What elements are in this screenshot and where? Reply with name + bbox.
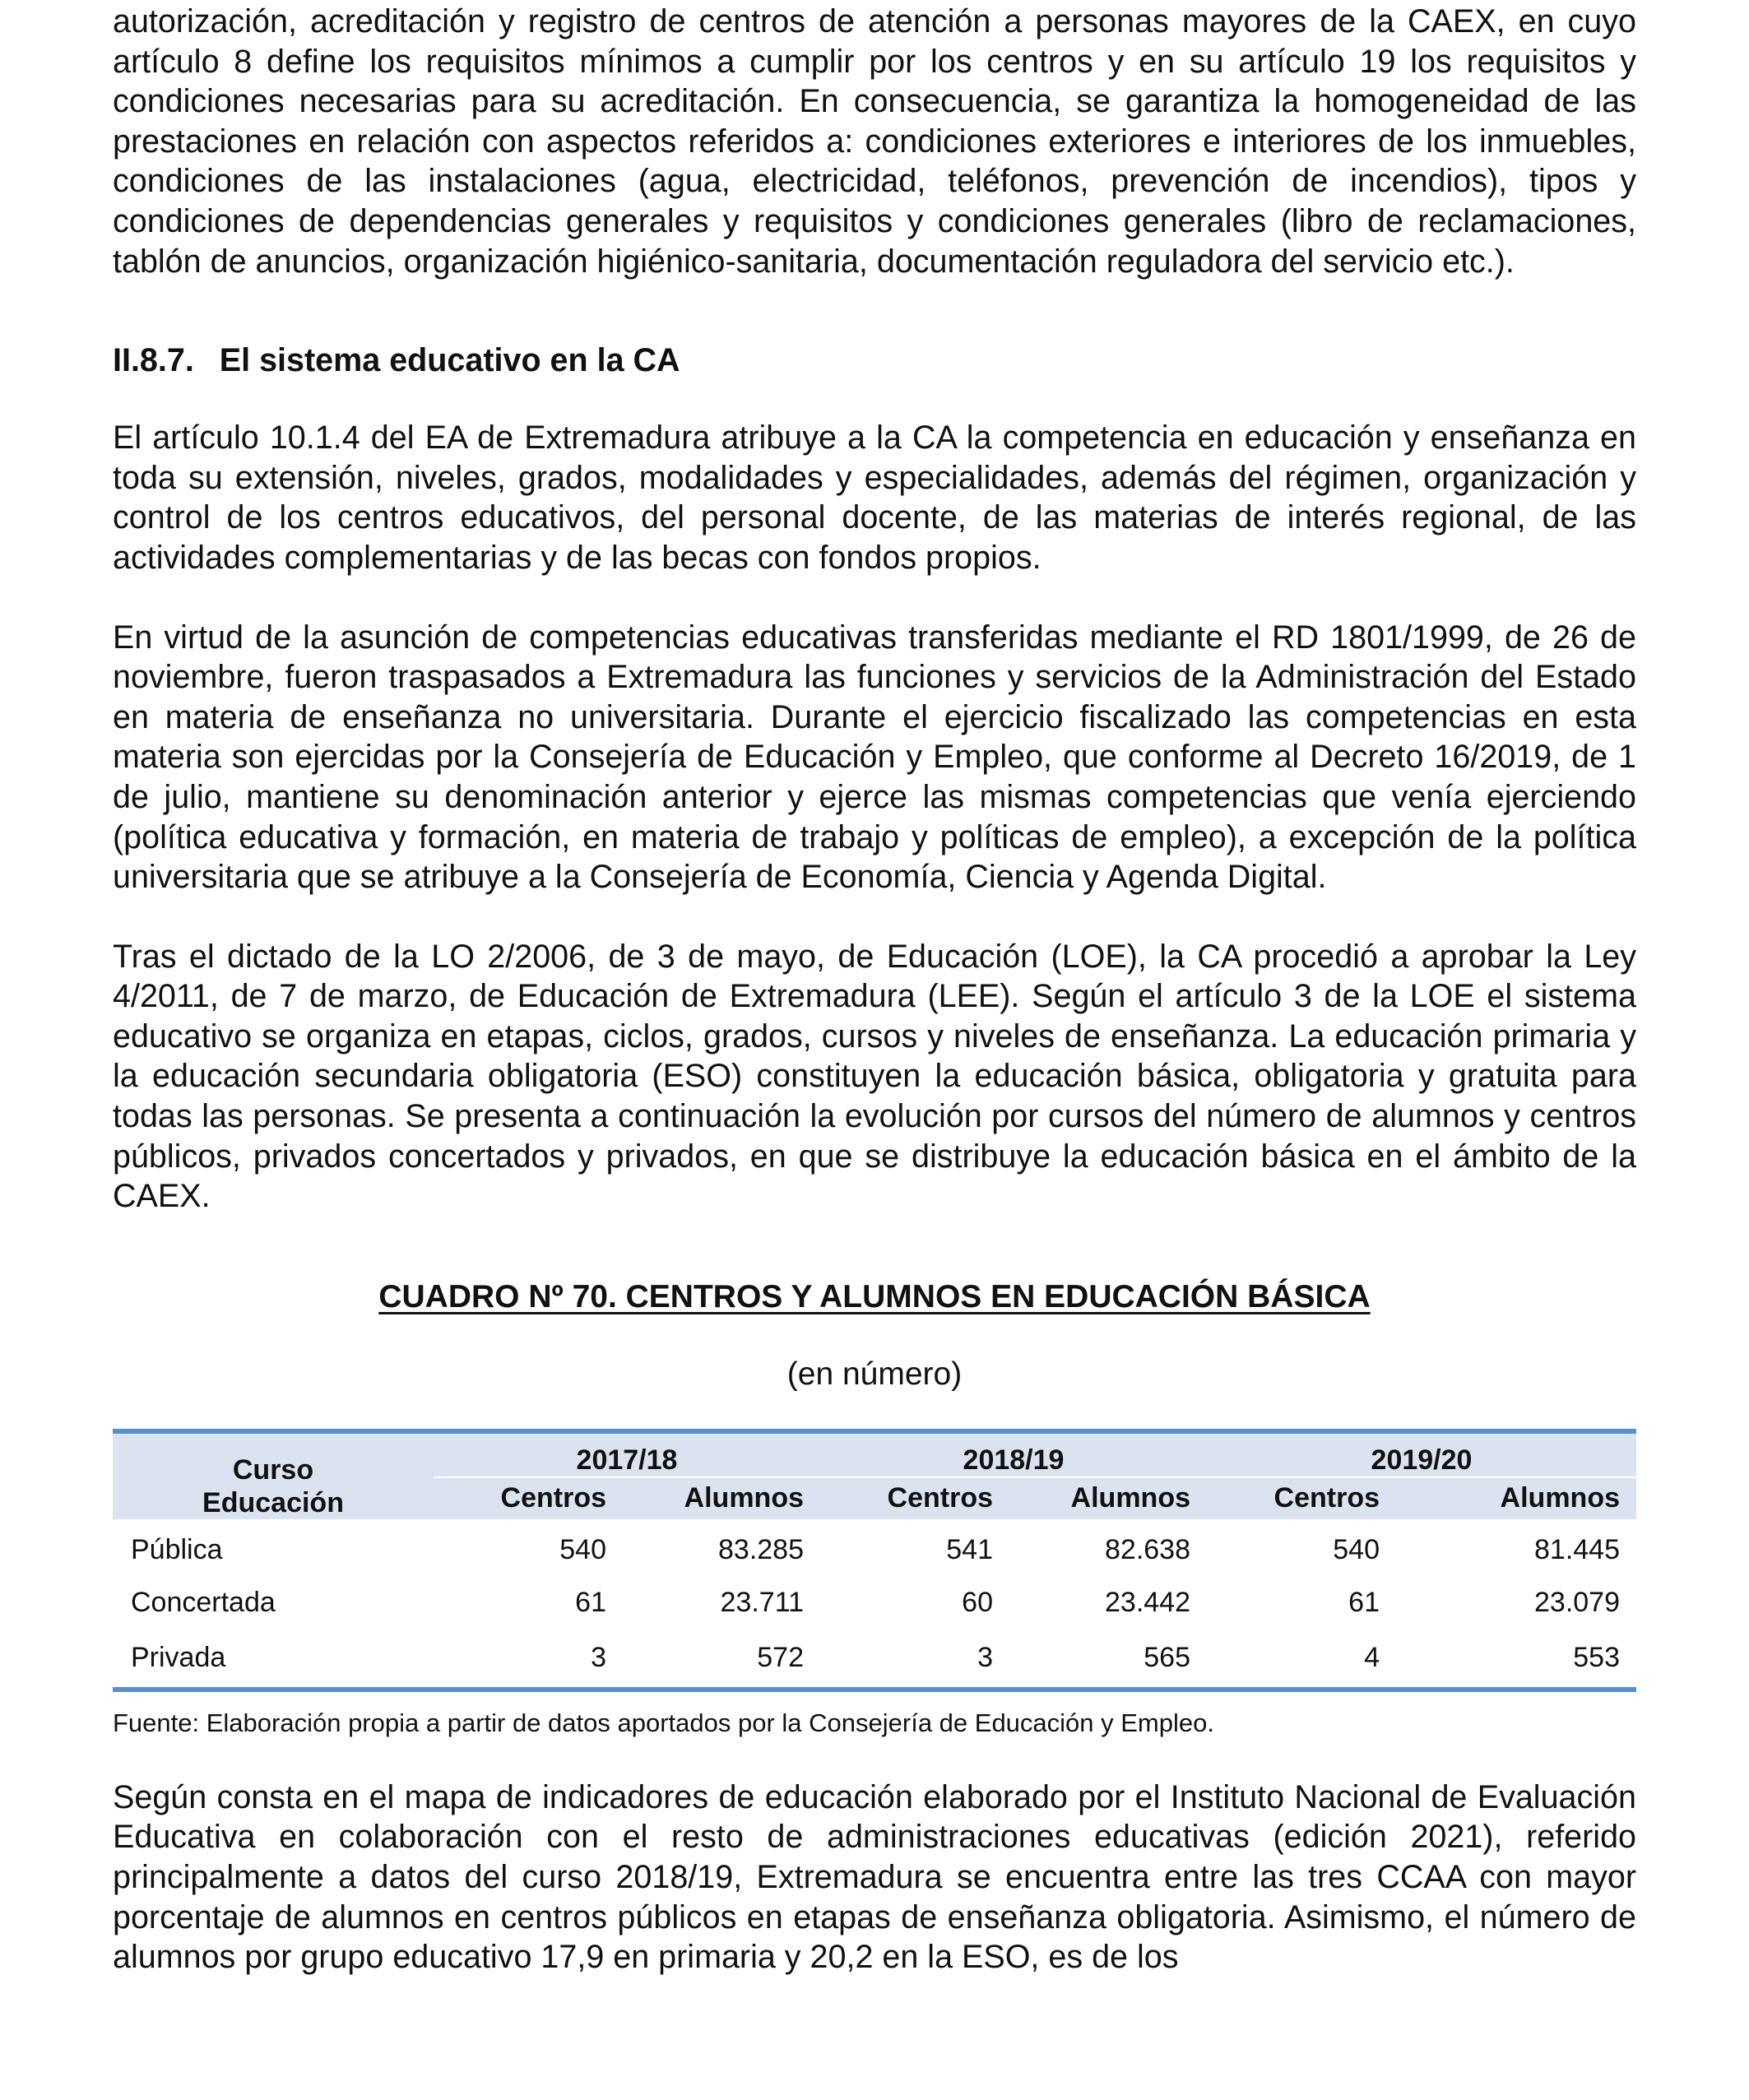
table-header-row-years — [113, 1431, 1636, 1477]
education-table — [113, 1429, 1636, 1692]
table-row — [113, 1519, 1636, 1577]
cell-value: 540 — [559, 1534, 606, 1566]
cell-value: 565 — [1144, 1642, 1190, 1674]
header-curso-educacion — [113, 1431, 434, 1519]
header-year-2019: 2019/20 — [1207, 1431, 1636, 1477]
table-title: CUADRO Nº 70. CENTROS Y ALUMNOS EN EDUCACIÓN BÁSICA — [378, 1278, 1371, 1314]
paragraph-intro: autorización, acreditación y registro de centros de atención a personas mayores de la CAEX, en cuyo artículo 8 define los requisitos mínimos a cumplir por los centros y en su artículo 19 los requisitos y condiciones necesarias para su acreditación. En consecuencia, se garantiza la homogeneidad de las prestaciones en relación con aspectos referidos a: condiciones exteriores e interiores de los inmuebles, condiciones de las instalaciones (agua, electricidad, teléfonos, prevención de incendios), tipos y condiciones de dependencias generales y requisitos y condiciones generales (libro de reclamaciones, tablón de anuncios, organización higiénico-sanitaria, documentación reguladora del servicio etc.). — [113, 3, 1636, 280]
header-centros: Centros — [820, 1477, 1009, 1519]
row-label: Pública — [131, 1534, 223, 1566]
paragraph-competencia: El artículo 10.1.4 del EA de Extremadura atribuye a la CA la competencia en educación y enseñanza en toda su extensión, niveles, grados, modalidades y especialidades, además del régimen, organización y control de los centros educativos, del personal docente, de las materias de interés regional, de las actividades complementarias y de las becas con fondos propios. — [113, 420, 1636, 576]
cell-value: 3 — [977, 1642, 993, 1674]
cell-value: 60 — [962, 1587, 993, 1619]
cell-value: 4 — [1364, 1642, 1380, 1674]
cell-value: 23.442 — [1105, 1587, 1190, 1619]
section-heading — [113, 341, 1636, 380]
table-row — [113, 1577, 1636, 1629]
header-curso: Curso — [232, 1453, 314, 1486]
cell-value: 540 — [1333, 1534, 1380, 1566]
header-alumnos: Alumnos — [1396, 1477, 1636, 1519]
row-label: Concertada — [131, 1587, 276, 1619]
table-source-note: Fuente: Elaboración propia a partir de datos aportados por la Consejería de Educación y Empleo. — [113, 1708, 1214, 1737]
header-alumnos: Alumnos — [623, 1477, 820, 1519]
header-centros: Centros — [1207, 1477, 1396, 1519]
cell-value: 553 — [1573, 1642, 1620, 1674]
cell-value: 23.079 — [1534, 1587, 1620, 1619]
paragraph-traspaso: En virtud de la asunción de competencias educativas transferidas mediante el RD 1801/1999, de 26 de noviembre, fueron traspasados a Extremadura las funciones y servicios de la Administración del Estado en materia de enseñanza no universitaria. Durante el ejercicio fiscalizado las competencias en esta materia son ejercidas por la Consejería de Educación y Empleo, que conforme al Decreto 16/2019, de 1 de julio, mantiene su denominación anterior y ejerce las mismas competencias que venía ejerciendo (política educativa y formación, en materia de trabajo y políticas de empleo), a excepción de la política universitaria que se atribuye a la Consejería de Economía, Ciencia y Agenda Digital. — [113, 619, 1636, 896]
table-subtitle: (en número) — [786, 1356, 963, 1392]
cell-value: 61 — [575, 1587, 606, 1619]
cell-value: 541 — [946, 1534, 993, 1566]
header-alumnos: Alumnos — [1009, 1477, 1207, 1519]
section-number: II.8.7. — [113, 342, 194, 379]
paragraph-loe: Tras el dictado de la LO 2/2006, de 3 de mayo, de Educación (LOE), la CA procedió a aprobar la Ley 4/2011, de 7 de marzo, de Educación de Extremadura (LEE). Según el artículo 3 de la LOE el sistema educativo se organiza en etapas, ciclos, grados, cursos y niveles de enseñanza. La educación primaria y la educación secundaria obligatoria (ESO) constituyen la educación básica, obligatoria y gratuita para todas las personas. Se presenta a continuación la evolución por cursos del número de alumnos y centros públicos, privados concertados y privados, en que se distribuye la educación básica en el ámbito de la CAEX. — [113, 938, 1636, 1215]
cell-value: 61 — [1348, 1587, 1380, 1619]
cell-value: 82.638 — [1105, 1534, 1190, 1566]
cell-value: 23.711 — [720, 1587, 804, 1619]
cell-value: 3 — [591, 1642, 606, 1674]
cell-value: 83.285 — [718, 1534, 804, 1566]
section-title: El sistema educativo en la CA — [219, 342, 680, 379]
header-educacion: Educación — [202, 1486, 344, 1518]
cell-value: 572 — [757, 1642, 804, 1674]
header-centros: Centros — [434, 1477, 623, 1519]
cell-value: 81.445 — [1534, 1534, 1620, 1566]
paragraph-indicadores: Según consta en el mapa de indicadores de educación elaborado por el Instituto Nacional de Evaluación Educativa en colaboración con el resto de administraciones educativas (edición 2021), referido principalmente a datos del curso 2018/19, Extremadura se encuentra entre las tres CCAA con mayor porcentaje de alumnos en centros públicos en etapas de enseñanza obligatoria. Asimismo, el número de alumnos por grupo educativo 17,9 en primaria y 20,2 en la ESO, es de los — [113, 1778, 1636, 1976]
table-row — [113, 1629, 1636, 1690]
header-year-2017: 2017/18 — [434, 1431, 820, 1477]
header-year-2018: 2018/19 — [820, 1431, 1207, 1477]
row-label: Privada — [131, 1642, 226, 1674]
